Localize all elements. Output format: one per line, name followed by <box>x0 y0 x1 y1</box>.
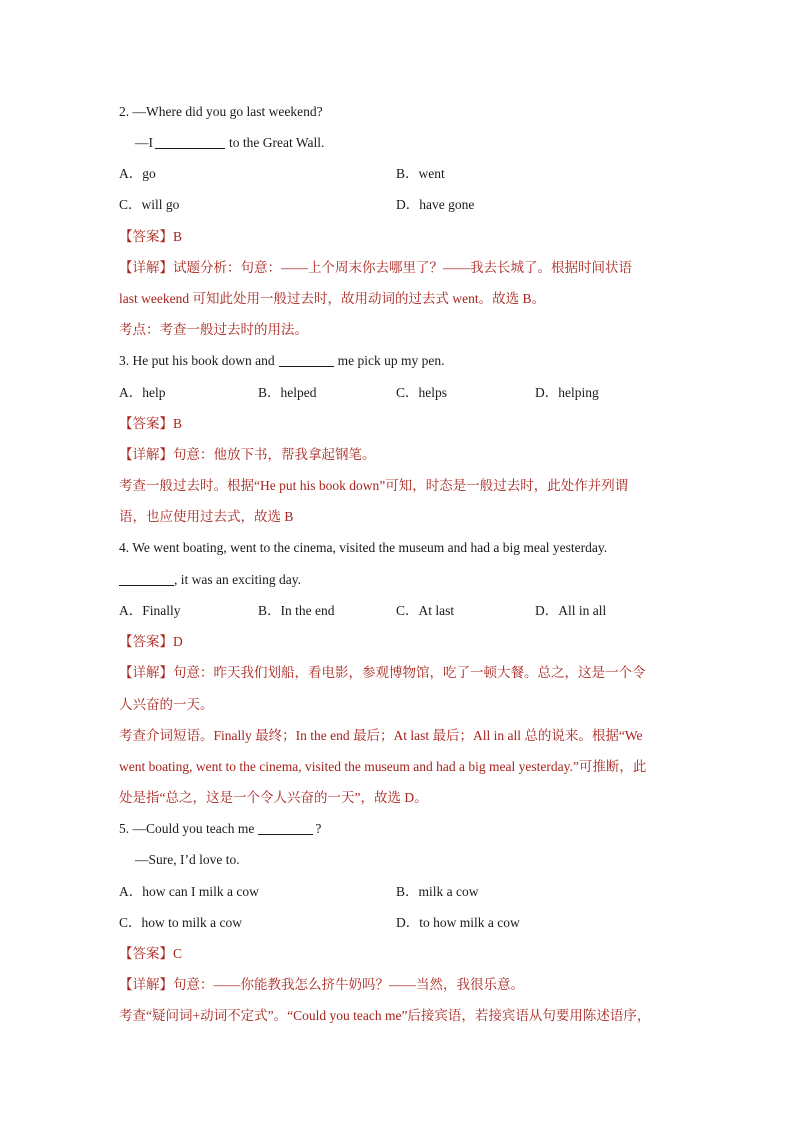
q3-option-a: A．help <box>119 385 166 400</box>
detail-text: 句意：昨天我们划船，看电影，参观博物馆，吃了一顿大餐。总之，这是一个令 <box>173 665 646 680</box>
answer-value: C <box>173 946 183 961</box>
q2-option-c: C．will go <box>119 197 180 212</box>
answer-value: D <box>173 634 183 649</box>
q2-detail-2: last weekend 可知此处用一般过去时，故用动词的过去式 went。故选 B。 <box>119 291 545 306</box>
q2-response-pre: —I <box>135 135 153 150</box>
answer-blank <box>279 352 334 367</box>
q5-stem-pre: 5. —Could you teach me <box>119 821 255 836</box>
answer-value: B <box>173 229 183 244</box>
q2-answer <box>119 227 182 247</box>
q3-option-b: B．helped <box>258 385 317 400</box>
q4-line2 <box>119 570 301 590</box>
q3-stem-pre: 3. He put his book down and <box>119 353 275 368</box>
q4-answer <box>119 632 183 652</box>
q5-option-c: C．how to milk a cow <box>119 915 242 930</box>
q5-stem <box>119 819 321 839</box>
q5-option-d: D．to how milk a cow <box>396 915 520 930</box>
q4-option-d: D．All in all <box>535 603 607 618</box>
q2-option-a: A．go <box>119 166 156 181</box>
q4-option-b: B．In the end <box>258 603 335 618</box>
q5-option-b: B．milk a cow <box>396 884 479 899</box>
q4-stem: 4. We went boating, went to the cinema, visited the museum and had a big meal yesterday. <box>119 540 608 555</box>
q3-detail-3: 语，也应使用过去式，故选 B <box>119 509 294 524</box>
q3-stem-post: me pick up my pen. <box>337 353 445 368</box>
q2-response-post: to the Great Wall. <box>229 135 325 150</box>
answer-blank <box>258 820 313 835</box>
answer-value: B <box>173 416 183 431</box>
q3-stem <box>119 351 444 371</box>
q4-option-a: A．Finally <box>119 603 181 618</box>
q5-detail-2: 考查“疑问词+动词不定式”。“Could you teach me”后接宾语，若接宾语从句要用陈述语序， <box>119 1008 651 1023</box>
q3-detail-2: 考查一般过去时。根据“He put his book down”可知，时态是一般过去时，此处作并列谓 <box>119 478 629 493</box>
detail-text: 句意：——你能教我怎么挤牛奶吗？——当然，我很乐意。 <box>173 977 524 992</box>
q5-stem-post: ? <box>315 821 322 836</box>
detail-text: 句意：他放下书，帮我拿起钢笔。 <box>173 447 376 462</box>
q5-option-a: A．how can I milk a cow <box>119 884 259 899</box>
q4-detail-1 <box>119 663 646 683</box>
q2-stem: 2. —Where did you go last weekend? <box>119 104 323 119</box>
q4-detail-4: went boating, went to the cinema, visited the museum and had a big meal yesterday.”可推断，此 <box>119 759 647 774</box>
detail-tag: 【详解】 <box>119 260 173 275</box>
answer-tag: 【答案】 <box>119 634 173 649</box>
q2-option-d: D．have gone <box>396 197 475 212</box>
q2-option-b: B．went <box>396 166 445 181</box>
q4-detail-3: 考查介词短语。Finally 最终；In the end 最后；At last 最后；All in all 总的说来。根据“We <box>119 728 643 743</box>
q3-option-d: D．helping <box>535 385 599 400</box>
q4-detail-2: 人兴奋的一天。 <box>119 697 214 712</box>
q3-option-c: C．helps <box>396 385 448 400</box>
q3-detail-1 <box>119 445 376 465</box>
answer-blank <box>119 571 174 586</box>
q2-response <box>135 133 324 153</box>
q4-option-c: C．At last <box>396 603 455 618</box>
answer-tag: 【答案】 <box>119 416 173 431</box>
answer-blank <box>155 134 225 149</box>
q2-note: 考点：考查一般过去时的用法。 <box>119 322 308 337</box>
q4-detail-5: 处是指“总之，这是一个令人兴奋的一天”，故选 D。 <box>119 790 428 805</box>
detail-tag: 【详解】 <box>119 665 173 680</box>
answer-tag: 【答案】 <box>119 229 173 244</box>
q5-response: —Sure, I’d love to. <box>135 852 240 867</box>
q2-detail-1 <box>119 258 632 278</box>
q5-detail-1 <box>119 975 524 995</box>
q3-answer <box>119 414 182 434</box>
detail-tag: 【详解】 <box>119 977 173 992</box>
detail-tag: 【详解】 <box>119 447 173 462</box>
answer-tag: 【答案】 <box>119 946 173 961</box>
q5-answer <box>119 944 182 964</box>
detail-text: 试题分析：句意：——上个周末你去哪里了？——我去长城了。根据时间状语 <box>173 260 632 275</box>
q4-line2-post: , it was an exciting day. <box>174 572 301 587</box>
